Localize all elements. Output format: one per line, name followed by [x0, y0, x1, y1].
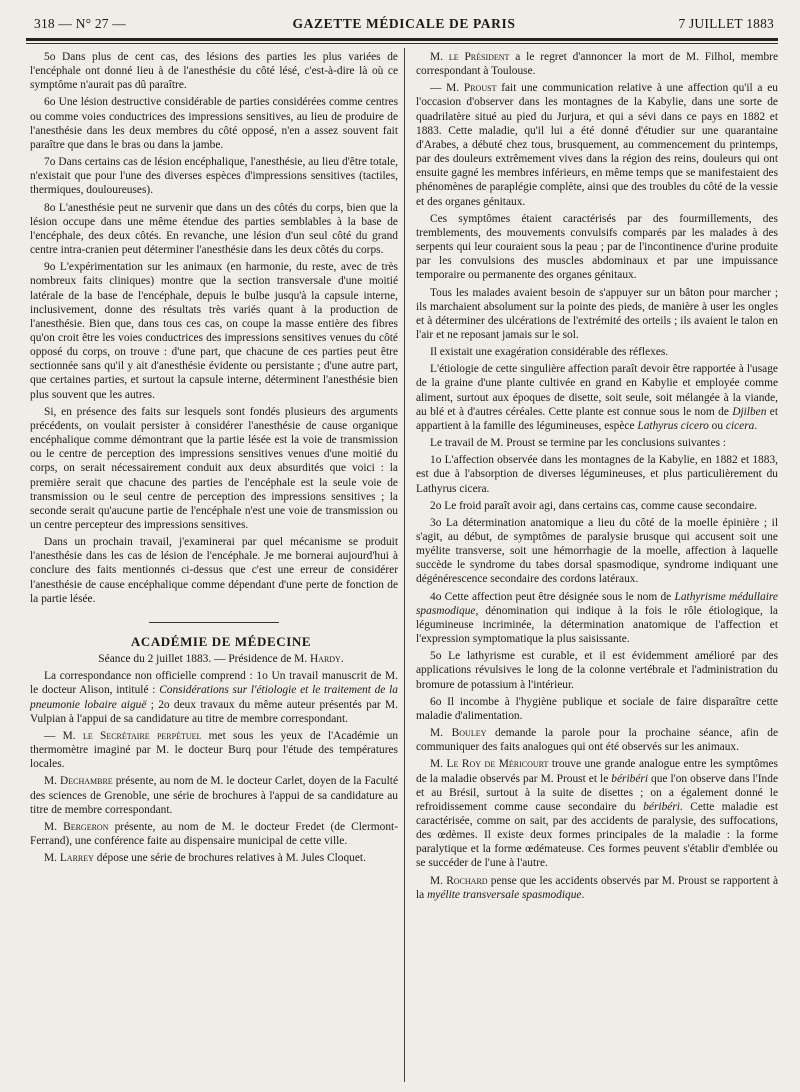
speaker-name: Le Roy de Méricourt — [446, 758, 549, 771]
speaker-name: Bouley — [451, 727, 487, 740]
text-run: que l'on observe dans l'Inde et au Brésil, surtout à la suite de disettes ; on a également donné le refroidissement comme cause secondaire du — [416, 772, 778, 813]
paragraph — [30, 820, 398, 848]
text-run: dépose une série de brochures relatives à M. Jules Cloquet. — [93, 852, 366, 865]
paragraph — [30, 851, 398, 865]
speaker-name: le Secrétaire perpétuel — [82, 729, 202, 742]
paragraph — [30, 669, 398, 726]
section-title: ACADÉMIE DE MÉDECINE — [130, 633, 312, 649]
text-run: M. — [430, 758, 447, 771]
text-run: présente, au nom de M. le docteur Carlet, doyen de la Faculté des sciences de Grenoble, une série de brochures à l'appui de sa candidature au titre de membre correspondant. — [30, 775, 398, 816]
text-run: . — [340, 653, 344, 666]
paragraph — [416, 81, 778, 208]
paragraph — [416, 590, 778, 647]
species-name: Lathyrus cicero — [637, 419, 709, 432]
header-rule-thin — [26, 43, 778, 44]
work-title: Considérations sur l'étiologie et le traitement de la pneumonie lobaire aiguë — [30, 684, 398, 711]
paragraph: 3o La détermination anatomique a lieu du côté de la moelle épinière ; il s'agit, au début, de symptômes de paralysie brusque qui accusent soit une myélite transverse, soit une hémorrhagie de la moelle, affection à laquelle succède le syndrome du tabes dorsal spasmodique, syndrome indiquant une dégénérescence secondaire des cordons latéraux. — [416, 516, 778, 586]
text-run: 4o Cette affection peut être désignée sous le nom de — [430, 590, 675, 603]
text-run: et appartient à la famille des légumineuses, espèce — [416, 405, 778, 432]
session-label: Séance du 2 juillet 1883. — Présidence de M. — [98, 653, 310, 666]
paragraph: 1o L'affection observée dans les montagnes de la Kabylie, en 1882 et 1883, est due à l'absorption de diverses légumineuses, et plus particulièrement du Lathyrus cicera. — [416, 454, 778, 495]
text-run: M. — [430, 727, 452, 740]
header-rule-thick — [26, 38, 778, 41]
paragraph: 5o Dans plus de cent cas, des lésions des parties les plus variées de l'encéphale ont donné lieu à de l'anesthésie du côté lésé, c'est-à-dire là où ce symptôme n'aurait pas dû paraître. — [30, 51, 398, 92]
section-divider — [149, 622, 279, 623]
disease-name: béribéri — [611, 772, 648, 785]
text-run: . — [754, 419, 758, 432]
species-name: cicera — [725, 419, 755, 432]
text-run: trouve une grande analogue entre les symptômes de la maladie observés par M. Proust et le — [416, 758, 778, 785]
text-run: M. — [44, 852, 60, 865]
president-name: Hardy — [309, 653, 341, 666]
paragraph: Tous les malades avaient besoin de s'appuyer sur un bâton pour marcher ; ils marchaient absolument sur la pointe des pieds, de manière à user les ongles et à déterminer des ulcérations de l'extrémité des orteils ; ils avaient le talon en l'air et ne reposant jamais sur le sol. — [416, 286, 778, 341]
paragraph: Ces symptômes étaient caractérisés par des fourmillements, des tremblements, des mouvements convulsifs comparés par les malades à des serpents qui leur couraient sous la peau ; par de l'incontinence d'urine produite par les convulsions des muscles abdominaux et par une impuissance temporaire ou permanente des organes génitaux. — [416, 212, 778, 282]
paragraph: 6o Il incombe à l'hygiène publique et sociale de faire disparaître cette maladie d'alimentation. — [416, 695, 778, 722]
text-run: fait une communication relative à une affection qu'il a eu l'occasion d'observer dans les montagnes de la Kabylie, dans une sorte de quadrilatère situé au pied du Jurjura, et qui a sévi dans ce pays en 1882 et 1883. Cette maladie, qu'il lui a été donné d'étudier sur une quarantaine d'Arabes, a débuté chez tous, brusquement, au commencement du printemps, par des douleurs extrêmement vives dans la région des reins, douleurs qui ont ensuite gagné les membres inférieurs, en même temps que se manifestaient des phénomènes de paraplégie complète, ainsi que des troubles du côté de la vessie et des organes génitaux. — [416, 82, 778, 208]
speaker-name: Proust — [463, 82, 497, 95]
text-run: demande la parole pour la prochaine séance, afin de communiquer des faits analogues qui ont été observés sur les animaux. — [416, 727, 778, 754]
paragraph — [30, 774, 398, 816]
paragraph — [416, 874, 778, 902]
paragraph: 9o L'expérimentation sur les animaux (en harmonie, du reste, avec de très nombreux faits cliniques) montre que la section transversale d'une moitié latérale de la base de l'encéphale, depuis le bulbe jusqu'à la capsule interne, inclusivement, donne des résultats très variés quant à la production de l'anesthésie. Bien que, dans tous ces cas, on coupe la masse entière des fibres qu'on croit être les voies conductrices des impressions sensitives venues du côté opposé du corps, on trouve : d'une part, que chacune de ces parties peut être sectionnée sans qu'il y ait d'anesthésie évidente ou persistante ; d'une autre part, que certaines parties, et surtout la capsule interne, déterminent l'anesthésie bien plus souvent que les autres. — [30, 261, 398, 401]
page-header — [34, 14, 774, 38]
text-run: ou — [708, 419, 726, 432]
plant-name: Djilben — [732, 405, 767, 418]
page-number: 318 — N° 27 — — [34, 16, 126, 31]
text-run: — M. — [430, 82, 464, 95]
text-run: La correspondance non officielle comprend : 1o Un travail manuscrit de M. le docteur Alison, intitulé : — [30, 670, 398, 697]
disease-name: béribéri — [643, 800, 680, 813]
speaker-name: Bergeron — [63, 820, 109, 833]
text-run: — M. — [44, 729, 83, 742]
text-run: présente, au nom de M. le docteur Fredet (de Clermont-Ferrand), une conférence faite au dispensaire municipal de cette ville. — [30, 820, 398, 847]
text-run: . — [581, 888, 585, 901]
text-run: M. — [44, 820, 64, 833]
paragraph: Si, en présence des faits sur lesquels sont fondés plusieurs des arguments précédents, on voulait persister à considérer l'anesthésie de cause organique encéphalique comme démontrant que la partie lésée est la voie de transmission ou le centre de perception des impressions sensitives venues d'une moitié du corps, on serait nécessairement conduit aux deux absurdités que voici : la première serait que chacune des parties de l'encéphale est la seule voie de transmission ou le seul centre de perception des impressions sensitives ; la seconde serait qu'aucune partie de l'encéphale n'est une voie de transmission ou un centre percepteur des impressions sensitives. — [30, 405, 398, 531]
paragraph — [416, 362, 778, 433]
text-run: pense que les accidents observés par M. Proust se rapportent à la — [416, 874, 778, 901]
text-run: M. — [44, 775, 61, 788]
column-separator — [404, 48, 405, 1082]
text-run: . Cette maladie est caractérisée, comme on sait, par des accidents de paralysie, des suffocations, des œdèmes. Il existe deux formes principales de la maladie : la forme paralytique et la forme œdémateuse. Ces formes peuvent s'établir d'emblée ou se succéder de l'une à l'autre. — [416, 800, 778, 870]
paragraph: Dans un prochain travail, j'examinerai par quel mécanisme se produit l'anesthésie dans les cas de lésion de l'encéphale. Je me bornerai aujourd'hui à conclure des faits mentionnés ci-dessus que c'est une erreur de considérer l'anesthésie de cause encéphalique comme dépendant d'une perte de fonction de la partie lésée. — [30, 536, 398, 605]
paragraph: Il existait une exagération considérable des réflexes. — [430, 346, 669, 359]
speaker-name: le Président — [448, 51, 510, 63]
text-run: , dénomination qui indique à la fois le rôle étiologique, la légumineuse incriminée, la détermination anatomique de l'affection et l'expression symptomatique la plus saisissante. — [416, 604, 778, 646]
speaker-name: Dechambre — [60, 775, 113, 788]
paragraph — [416, 726, 778, 754]
issue-date: 7 JUILLET 1883 — [678, 16, 774, 31]
paragraph — [416, 50, 778, 78]
paragraph — [416, 757, 778, 870]
text-run: met sous les yeux de l'Académie un thermomètre imaginé par M. le docteur Burq pour l'étude des températures locales. — [30, 729, 399, 771]
paragraph: 2o Le froid paraît avoir agi, dans certains cas, comme cause secondaire. — [430, 499, 758, 512]
right-column — [416, 50, 778, 905]
journal-title: GAZETTE MÉDICALE DE PARIS — [292, 16, 516, 31]
disease-name: myélite transversale spasmodique — [427, 888, 582, 901]
paragraph: 8o L'anesthésie peut ne survenir que dans un des côtés du corps, bien que la lésion occupe dans une même étendue des parties semblables à la base de l'encéphale, des deux côtés. En revanche, une lésion d'un seul côté du grand centre intra-cranien peut déterminer l'anesthésie dans les deux côtés du corps. — [30, 201, 398, 257]
paragraph: 7o Dans certains cas de lésion encéphalique, l'anesthésie, au lieu d'être totale, n'existait que pour l'une des diverses espèces d'impressions sensitives (tactiles, thermiques, douloureuses). — [30, 156, 398, 197]
text-run: M. — [430, 874, 447, 887]
text-run: a le regret d'annoncer la mort de M. Filhol, membre correspondant à Toulouse. — [416, 51, 779, 78]
paragraph — [30, 729, 398, 771]
text-run: M. — [430, 51, 449, 63]
paragraph: 6o Une lésion destructive considérable de parties considérées comme centres ou comme voies conductrices des impressions sensitives, au lieu de produire de l'anesthésie dans les deux membres du côté opposé, n'en a assez souvent fait paraître que dans le bras ou dans la jambe. — [30, 96, 398, 151]
left-column — [30, 50, 398, 868]
text-run: ; 2o deux travaux du même auteur présentés par M. Vulpian à l'appui de sa candidature au titre de membre correspondant. — [30, 698, 398, 725]
disease-name: Lathyrisme médullaire spasmodique — [416, 590, 778, 617]
section-subtitle — [30, 652, 398, 666]
speaker-name: Larrey — [59, 852, 94, 865]
paragraph: 5o Le lathyrisme est curable, et il est évidemment amélioré par des applications révulsives le long de la colonne vertébrale et l'administration du bromure de potassium à l'intérieur. — [416, 650, 778, 691]
paragraph: Le travail de M. Proust se termine par les conclusions suivantes : — [430, 437, 727, 450]
text-run: L'étiologie de cette singulière affection paraît devoir être rapportée à l'usage de la graine d'une plante cultivée en grand en Kabylie et employée comme aliment, surtout aux époques de disette, soit seule, soit mélangée à la viande, au blé et à d'autres céréales. Cette plante est connue sous le nom de — [416, 363, 778, 418]
speaker-name: Rochard — [446, 874, 488, 887]
